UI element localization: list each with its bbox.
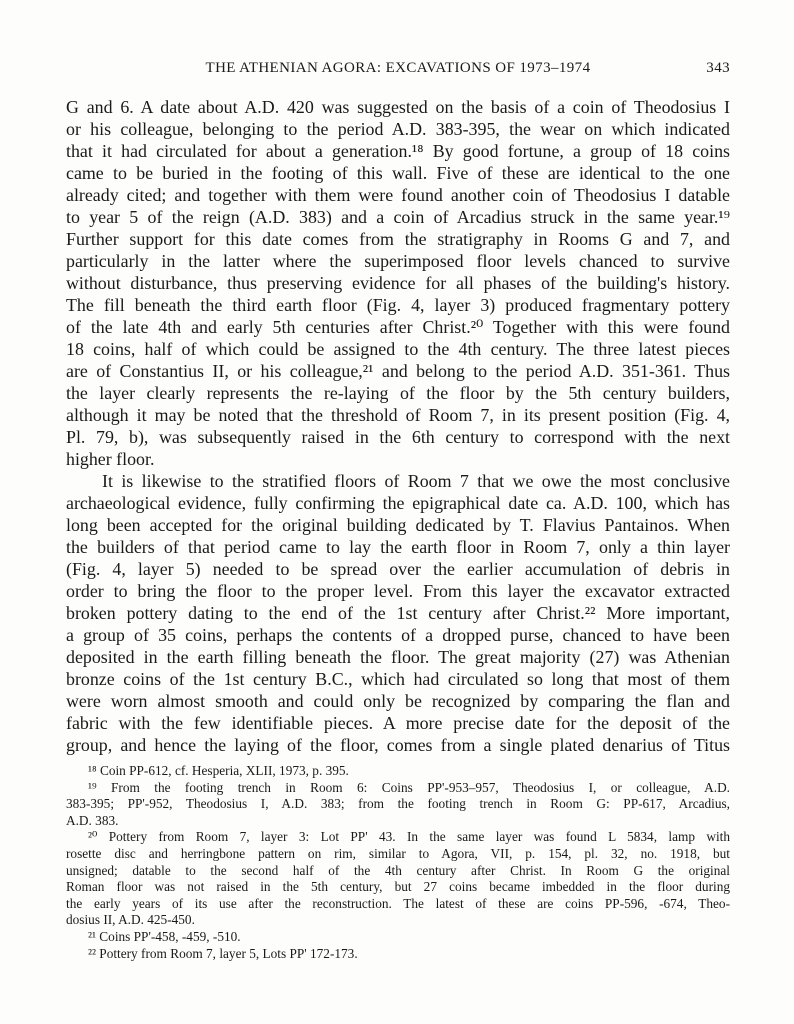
body-line: G and 6. A date about A.D. 420 was suggested on the basis of a coin of Theodosius I xyxy=(66,97,730,117)
body-line: to year 5 of the reign (A.D. 383) and a coin of Arcadius struck in the same year.¹⁹ xyxy=(66,207,730,227)
footnote-line: unsigned; datable to the second half of the 4th century after Christ. In Room G the original xyxy=(66,862,730,878)
body-line: were worn almost smooth and could only be recognized by comparing the flan and xyxy=(66,691,730,711)
body-line: long been accepted for the original building dedicated by T. Flavius Pantainos. When xyxy=(66,515,730,535)
body-line: bronze coins of the 1st century B.C., which had circulated so long that most of them xyxy=(66,669,730,689)
footnote-line: dosius II, A.D. 425-450. xyxy=(66,912,195,928)
body-line: came to be buried in the footing of this wall. Five of these are identical to the one xyxy=(66,163,730,183)
body-line: (Fig. 4, layer 5) needed to be spread over the earlier accumulation of debris in xyxy=(66,559,730,579)
footnotes xyxy=(66,763,730,962)
body-line: Further support for this date comes from the stratigraphy in Rooms G and 7, and xyxy=(66,229,730,249)
body-line: are of Constantius II, or his colleague,²¹ and belong to the period A.D. 351-361. Thus xyxy=(66,361,730,381)
body-line: 18 coins, half of which could be assigned to the 4th century. The three latest pieces xyxy=(66,339,730,359)
footnote-line: A.D. 383. xyxy=(66,812,119,828)
footnote-line: the early years of its use after the reconstruction. The latest of these are coins PP-596, -674, Theo- xyxy=(66,895,730,911)
running-head xyxy=(66,60,730,80)
body-line: deposited in the earth filling beneath the floor. The great majority (27) was Athenian xyxy=(66,647,730,667)
body-line: higher floor. xyxy=(66,449,155,469)
footnote-20: ²⁰ Pottery from Room 7, layer 3: Lot PP' 43. In the same layer was found L 5834, lamp with xyxy=(88,829,730,845)
body-line: of the late 4th and early 5th centuries after Christ.²⁰ Together with this were found xyxy=(66,317,730,337)
body-line: order to bring the floor to the proper level. From this layer the excavator extracted xyxy=(66,581,730,601)
body-line: a group of 35 coins, perhaps the contents of a dropped purse, chanced to have been xyxy=(66,625,730,645)
body-line: broken pottery dating to the end of the 1st century after Christ.²² More important, xyxy=(66,603,730,623)
body-line: the builders of that period came to lay the earth floor in Room 7, only a thin layer xyxy=(66,537,730,557)
running-title: THE ATHENIAN AGORA: EXCAVATIONS OF 1973–1974 xyxy=(205,60,591,76)
body-line: or his colleague, belonging to the period A.D. 383-395, the wear on which indicated xyxy=(66,119,730,139)
body-line: Pl. 79, b), was subsequently raised in the 6th century to correspond with the next xyxy=(66,427,730,447)
body-line: fabric with the few identifiable pieces. A more precise date for the deposit of the xyxy=(66,713,730,733)
paragraph-start-line: It is likewise to the stratified floors of Room 7 that we owe the most conclusive xyxy=(102,471,730,491)
body-line: archaeological evidence, fully confirming the epigraphical date ca. A.D. 100, which has xyxy=(66,493,730,513)
footnote-21: ²¹ Coins PP'-458, -459, -510. xyxy=(88,928,241,944)
body-line: that it had circulated for about a generation.¹⁸ By good fortune, a group of 18 coins xyxy=(66,141,730,161)
body-text xyxy=(66,96,730,756)
footnote-line: rosette disc and herringbone pattern on rim, similar to Agora, VII, p. 154, pl. 32, no. 1918, but xyxy=(66,845,730,861)
body-line: without disturbance, thus preserving evidence for all phases of the building's history. xyxy=(66,273,730,293)
footnote-line: Roman floor was not raised in the 5th century, but 27 coins became imbedded in the floor during xyxy=(66,879,730,895)
body-line: although it may be noted that the threshold of Room 7, in its present position (Fig. 4, xyxy=(66,405,730,425)
body-line: The fill beneath the third earth floor (Fig. 4, layer 3) produced fragmentary pottery xyxy=(66,295,730,315)
body-line: group, and hence the laying of the floor, comes from a single plated denarius of Titus xyxy=(66,735,730,755)
footnote-18: ¹⁸ Coin PP-612, cf. Hesperia, XLII, 1973, p. 395. xyxy=(88,763,349,778)
body-line: the layer clearly represents the re-laying of the floor by the 5th century builders, xyxy=(66,383,730,403)
footnote-19: ¹⁹ From the footing trench in Room 6: Coins PP'-953–957, Theodosius I, or colleague, A.D. xyxy=(88,779,730,795)
footnote-line: 383-395; PP'-952, Theodosius I, A.D. 383; from the footing trench in Room G: PP-617, Arcadius, xyxy=(66,796,730,812)
body-line: particularly in the latter where the superimposed floor levels chanced to survive xyxy=(66,251,730,271)
footnote-22: ²² Pottery from Room 7, layer 5, Lots PP' 172-173. xyxy=(88,945,358,961)
body-line: already cited; and together with them were found another coin of Theodosius I datable xyxy=(66,185,730,205)
page-number: 343 xyxy=(706,60,730,76)
